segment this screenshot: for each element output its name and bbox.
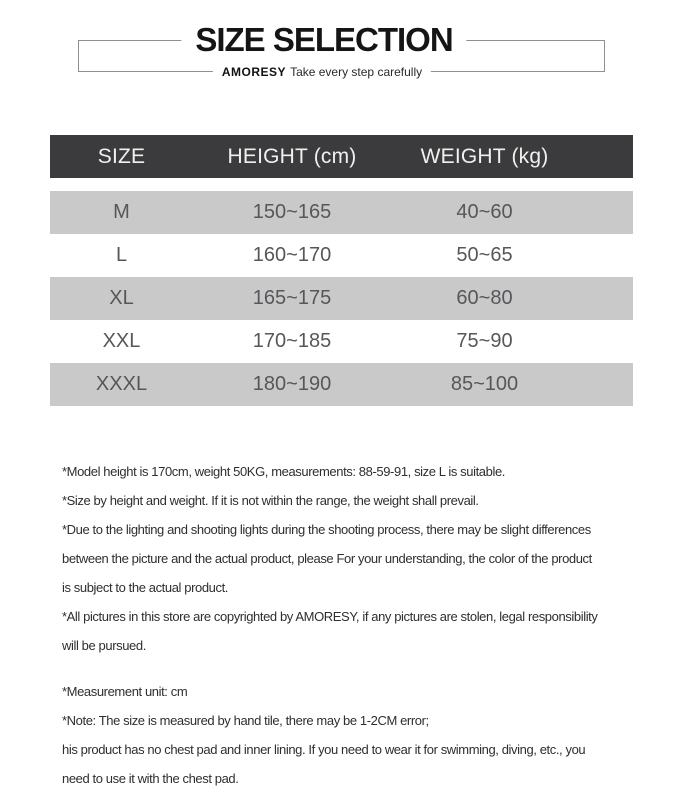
note-line: *Measurement unit: cm [62, 684, 188, 699]
note-line: is subject to the actual product. [62, 580, 229, 595]
size-table-header-row [50, 135, 633, 178]
column-header-size: SIZE [97, 144, 146, 168]
column-header-height: HEIGHT (cm) [227, 144, 357, 168]
height-cell: 160~170 [252, 244, 332, 266]
note-line: *Due to the lighting and shooting lights during the shooting process, there may be slight differences [62, 522, 591, 537]
table-row-xl [50, 277, 633, 320]
note-line: need to use it with the chest pad. [62, 771, 239, 786]
height-cell: 180~190 [252, 373, 332, 395]
brand-tagline [213, 65, 431, 79]
height-cell: 170~185 [252, 330, 332, 352]
note-line: between the picture and the actual product, please For your understanding, the color of the product [62, 551, 592, 566]
size-table [50, 135, 633, 406]
note-line: his product has no chest pad and inner lining. If you need to wear it for swimming, diving, etc., you [62, 742, 586, 757]
size-cell: XL [109, 287, 134, 309]
weight-cell: 75~90 [456, 330, 513, 352]
tagline-text: Take every step carefully [290, 65, 423, 79]
size-cell: XXL [102, 330, 141, 352]
note-line: *Size by height and weight. If it is not within the range, the weight shall prevail. [62, 493, 479, 508]
table-row-l [50, 234, 633, 277]
column-header-weight: WEIGHT (kg) [420, 144, 549, 168]
table-row-xxxl [50, 363, 633, 406]
weight-cell: 85~100 [450, 373, 519, 395]
note-block-measurement [62, 677, 637, 793]
height-cell: 150~165 [252, 201, 332, 223]
weight-cell: 50~65 [456, 244, 513, 266]
size-cell: L [115, 244, 128, 266]
note-line: *All pictures in this store are copyrighted by AMORESY, if any pictures are stolen, legal responsibility [62, 609, 598, 624]
note-line: *Note: The size is measured by hand tile, there may be 1-2CM error; [62, 713, 429, 728]
table-row-m [50, 191, 633, 234]
weight-cell: 60~80 [456, 287, 513, 309]
note-line: will be pursued. [62, 638, 146, 653]
page-title: SIZE SELECTION [181, 21, 466, 59]
height-cell: 165~175 [252, 287, 332, 309]
note-line: *Model height is 170cm, weight 50KG, measurements: 88-59-91, size L is suitable. [62, 464, 505, 479]
header [0, 0, 683, 135]
notes-section [0, 457, 637, 793]
table-row-xxl [50, 320, 633, 363]
brand-name: AMORESY [221, 65, 287, 79]
size-cell: XXXL [95, 373, 148, 395]
weight-cell: 40~60 [456, 201, 513, 223]
size-cell: M [113, 201, 130, 223]
note-block-general [62, 457, 637, 660]
